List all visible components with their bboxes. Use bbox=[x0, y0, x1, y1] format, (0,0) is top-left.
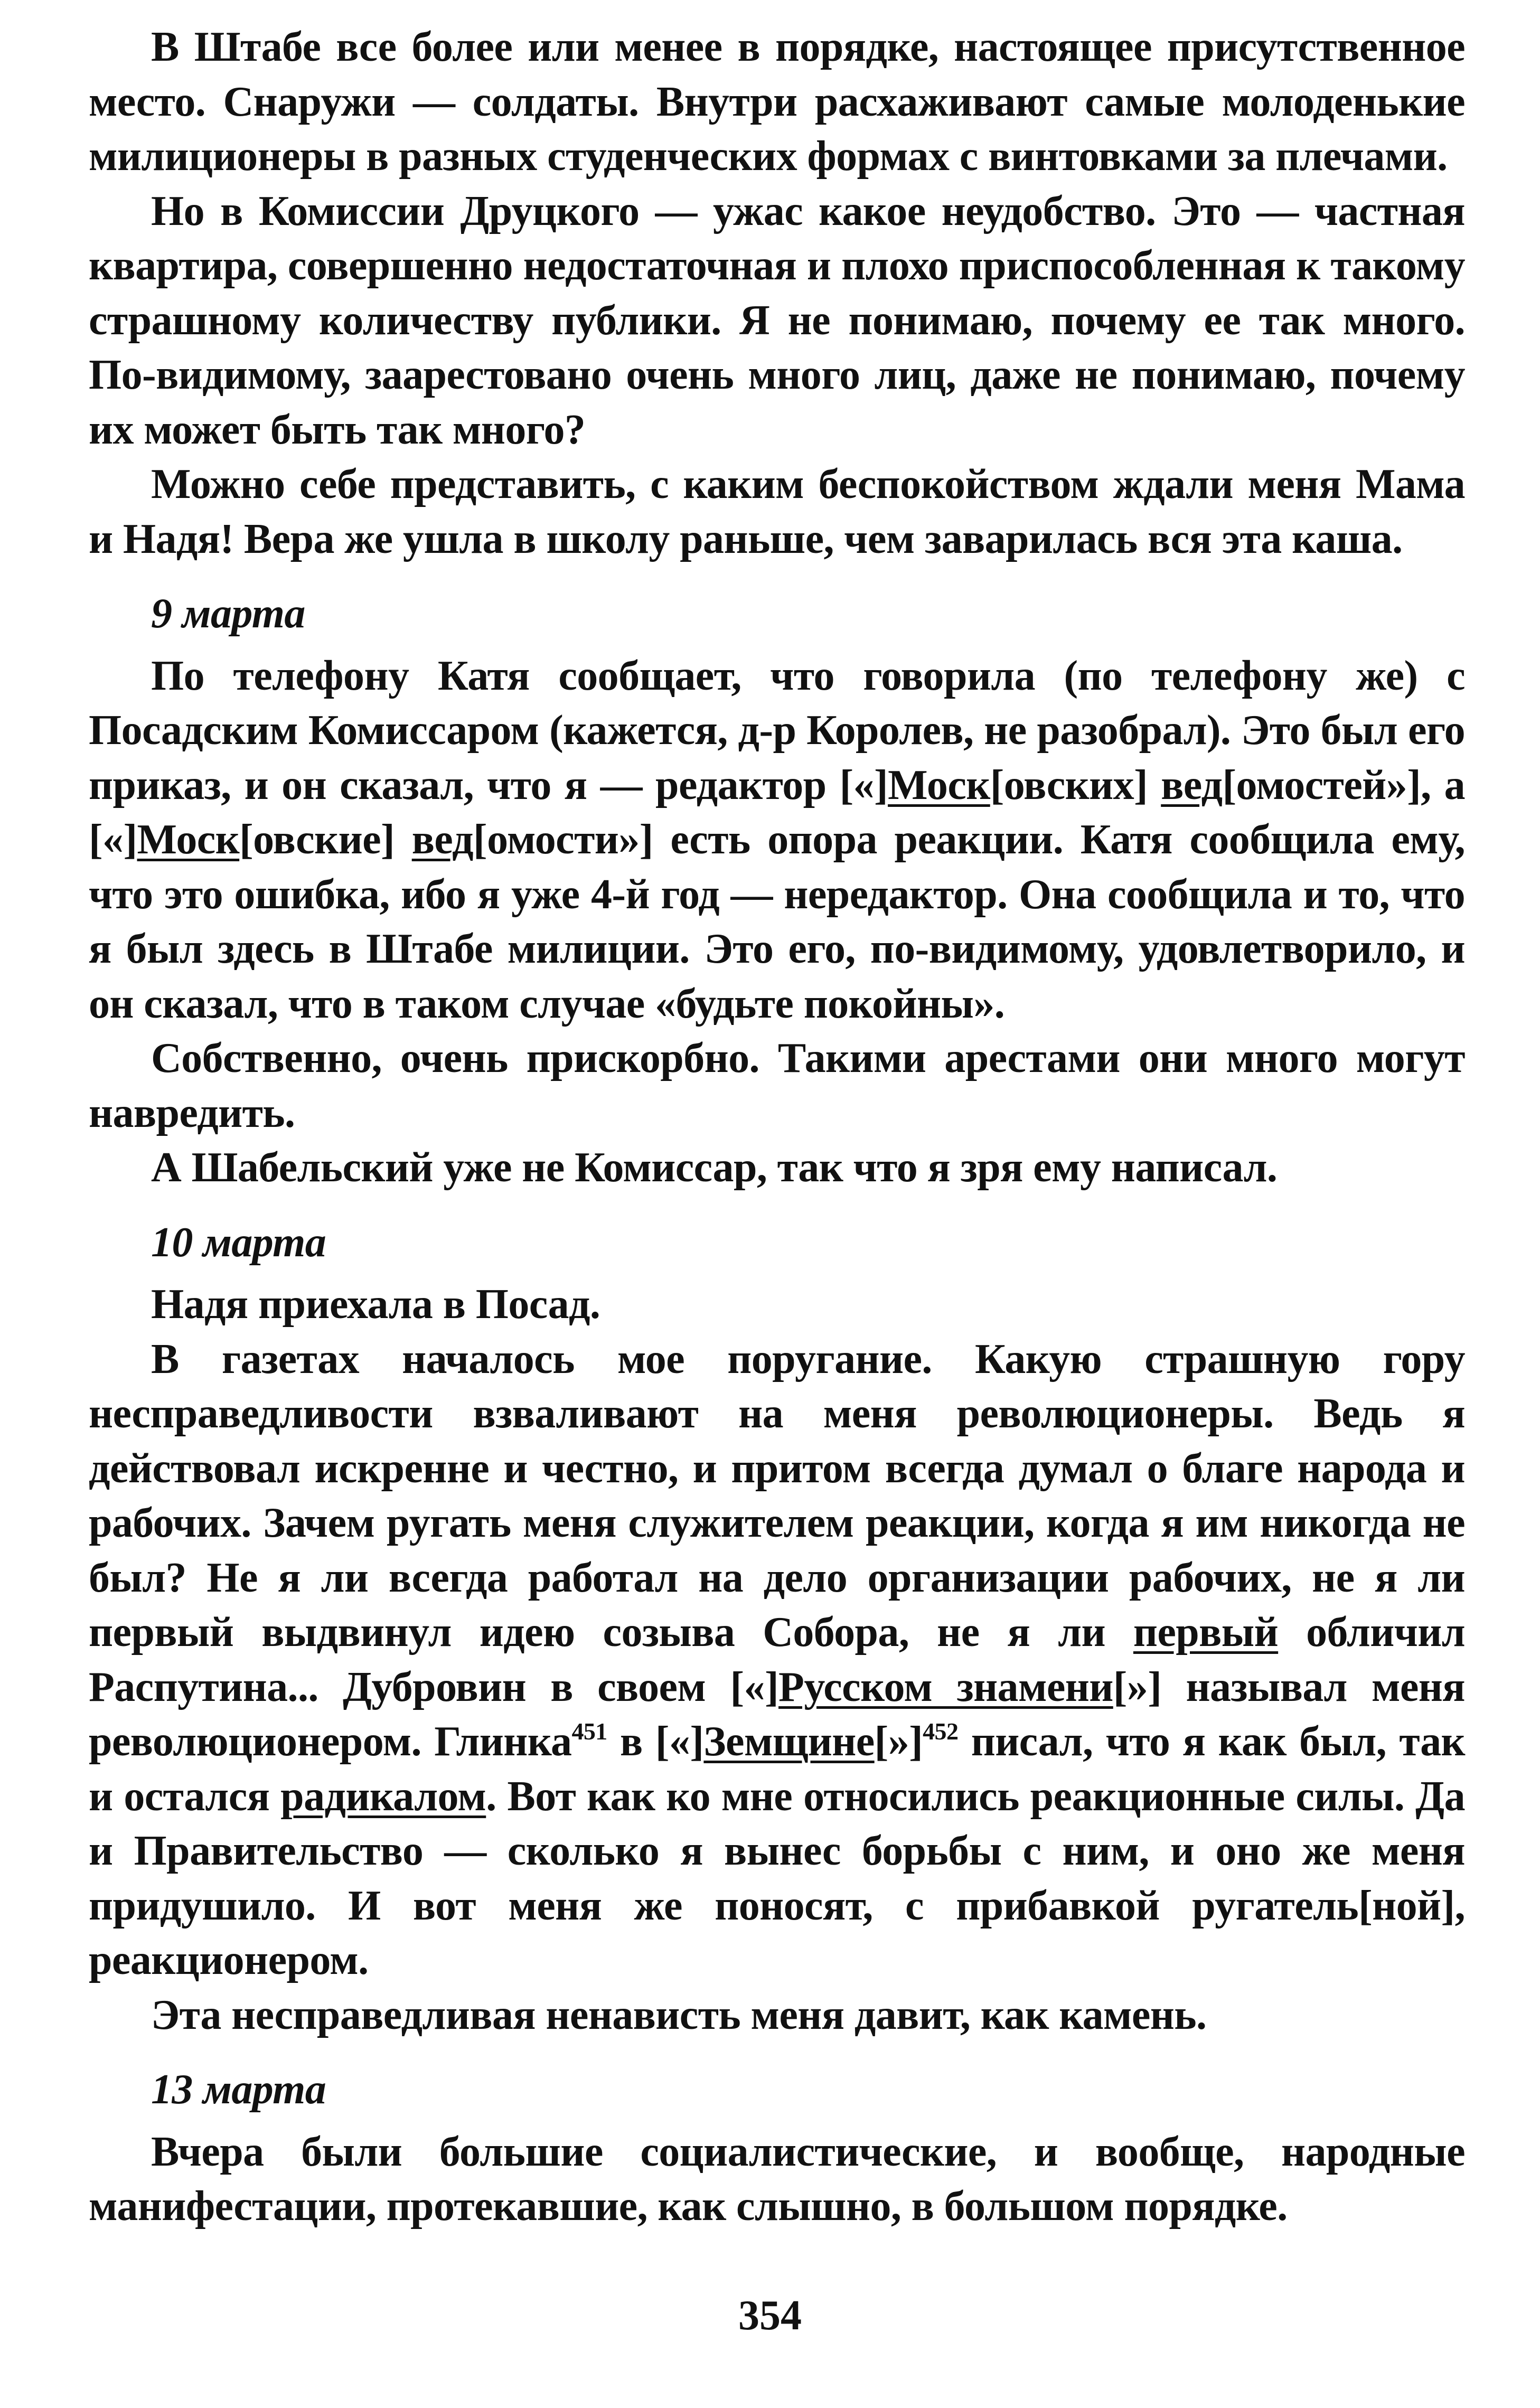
underlined-text: вед bbox=[411, 816, 474, 863]
text-run: писал, что я как был, так и остался bbox=[89, 1718, 1465, 1820]
date-heading: 13 марта bbox=[151, 2066, 326, 2113]
paragraph bbox=[89, 649, 1465, 1032]
text-run: [омости»] есть опора реакции. Катя сообщила ему, что это ошибка, ибо я уже 4-й год — нередактор. Она сообщила и то, что я был здесь в Штабе милиции. Это его, по-видимому, удовлетворило, и он сказал, что в таком случае «будьте покойны». bbox=[89, 816, 1465, 1027]
underlined-text: первый bbox=[1133, 1609, 1279, 1656]
paragraph: Собственно, очень прискорбно. Такими арестами они много могут навредить. bbox=[89, 1035, 1465, 1136]
text-run: [»] bbox=[874, 1718, 923, 1765]
underlined-text: Земщине bbox=[703, 1718, 875, 1765]
paragraph: Надя приехала в Посад. bbox=[151, 1281, 600, 1328]
footnote-ref: 452 bbox=[923, 1718, 959, 1745]
text-run: [»] называл меня революционером. Глинка bbox=[89, 1663, 1465, 1765]
paragraph: Эта несправедливая ненависть меня давит, как камень. bbox=[151, 1991, 1207, 2038]
paragraph bbox=[89, 1332, 1465, 1988]
text-run: [омостей»], а [«] bbox=[89, 761, 1466, 863]
text-run: [овские] bbox=[239, 816, 412, 863]
date-heading: 10 марта bbox=[151, 1219, 326, 1266]
paragraph: А Шабельский уже не Комиссар, так что я зря ему написал. bbox=[151, 1144, 1278, 1191]
underlined-text: Моск bbox=[137, 816, 240, 863]
underlined-text: вед bbox=[1161, 761, 1223, 808]
footnote-ref: 451 bbox=[571, 1718, 607, 1745]
page-number: 354 bbox=[738, 2292, 802, 2339]
paragraph: В Штабе все более или менее в порядке, настоящее присутственное место. Снаружи — солдаты. Внутри расхаживают самые молоденькие милиционеры в разных студенческих формах с винтовками за плечами. bbox=[89, 24, 1465, 180]
underlined-text: Моск bbox=[888, 761, 990, 808]
text-body bbox=[89, 20, 1465, 2234]
date-heading: 9 марта bbox=[151, 590, 305, 637]
text-run: В газетах началось мое поругание. Какую страшную гору несправедливости взваливают на меня революционеры. Ведь я действовал искренне и честно, и притом всегда думал о благе народа и рабочих. Зачем ругать меня служителем реакции, когда я им никогда не был? Не я ли всегда работал на дело организации рабочих, не я ли первый выдвинул идею созыва Собора, не я ли bbox=[89, 1335, 1465, 1656]
text-run: в [«] bbox=[607, 1718, 704, 1765]
text-run: . Вот как ко мне относились реакционные силы. Да и Правительство — сколько я вынес борьбы с ним, и оно же меня придушило. И вот меня же поносят, с прибавкой ругатель[ной], реакционером. bbox=[89, 1773, 1465, 1983]
text-run: По телефону Катя сообщает, что говорила (по телефону же) с Посадским Комиссаром (кажется, д-р Королев, не разобрал). Это был его приказ, и он сказал, что я — редактор [«] bbox=[89, 652, 1465, 808]
underlined-text: радикалом bbox=[280, 1773, 486, 1820]
underlined-text: Русском знамени bbox=[778, 1663, 1113, 1710]
paragraph: Но в Комиссии Друцкого — ужас какое неудобство. Это — частная квартира, совершенно недостаточная и плохо приспособленная к такому страшному количеству публики. Я не понимаю, почему ее так много. По-видимому, заарестовано очень много лиц, даже не понимаю, почему их может быть так много? bbox=[89, 187, 1465, 453]
text-run: обличил Распутина... Дубровин в своем [«] bbox=[89, 1609, 1465, 1710]
text-run: [овских] bbox=[990, 761, 1161, 808]
paragraph: Вчера были большие социалистические, и вообще, народные манифестации, протекавшие, как слышно, в большом порядке. bbox=[89, 2128, 1465, 2230]
paragraph: Можно себе представить, с каким беспокойством ждали меня Мама и Надя! Вера же ушла в школу раньше, чем заварилась вся эта каша. bbox=[89, 461, 1465, 562]
